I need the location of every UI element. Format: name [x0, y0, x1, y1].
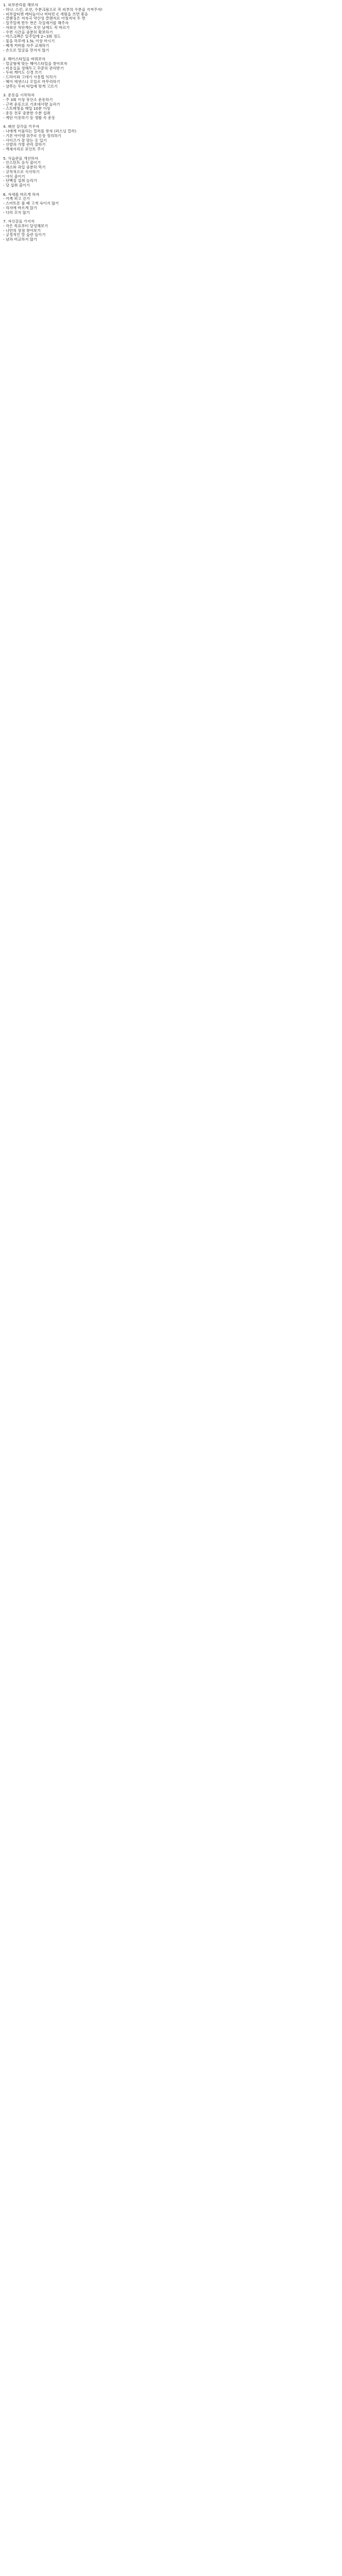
text-line: - 베개 커버를 자주 교체하기: [3, 43, 49, 48]
text-line: - 사이즈가 잘 맞는 옷 입기: [3, 138, 47, 143]
text-line: - 얼굴형에 맞는 헤어스타일을 찾아보자: [3, 61, 67, 66]
text-line: - 하나. 스킨, 로션, 수분크림으로 꼭 피부의 수분을 지켜주자!: [3, 7, 103, 12]
text-line: 1. 피부관리를 해보자: [3, 3, 38, 7]
text-line: [3, 188, 335, 193]
text-line: 7. 자신감을 가지자: [3, 219, 35, 224]
text-line: - 두피 케어도 신경 쓰기: [3, 71, 42, 75]
text-line: - 당 섭취 줄이기: [3, 183, 30, 188]
text-line: - 스트레칭을 매일 10분 이상: [3, 107, 50, 111]
text-line: [3, 53, 335, 57]
text-line: - 미용실을 정해두고 꾸준히 관리받기: [3, 66, 64, 71]
text-line: - 마스크팩은 일주일에 2~3회 정도: [3, 35, 61, 39]
text-line: - 자외선 차단제는 흐린 날에도 꼭 바르기: [3, 25, 70, 30]
text-line: - 주 3회 이상 유산소 운동하기: [3, 97, 53, 102]
text-line: - 나만의 장점 찾아보기: [3, 228, 41, 233]
text-line: [3, 152, 335, 157]
text-line: [3, 89, 335, 93]
document-body: [0, 0, 342, 242]
text-line: 2. 헤어스타일을 바꿔보자: [3, 57, 46, 61]
text-line: - 운동 전후 충분한 수분 섭취: [3, 111, 50, 115]
text-line: 3. 운동을 시작하자: [3, 93, 35, 97]
text-line: - 야식 줄이기: [3, 174, 25, 179]
text-line: - 의자에 바르게 앉기: [3, 206, 37, 210]
text-line: - 어깨 펴고 걷기: [3, 197, 30, 201]
text-line: - 헤어 에센스나 오일로 마무리하기: [3, 79, 60, 84]
text-line: - 손으로 얼굴을 만지지 않기: [3, 48, 49, 53]
text-line: - 기본 아이템 위주로 옷장 정리하기: [3, 133, 61, 138]
text-line: [3, 215, 335, 219]
text-line: - 다리 꼬지 않기: [3, 210, 30, 215]
text-line: 6. 자세를 바르게 하자: [3, 192, 40, 197]
text-line: - 긍정적인 말 습관 들이기: [3, 233, 46, 238]
text-line: - 신발과 가방 관리 잘하기: [3, 143, 46, 147]
text-line: - 인스턴트 음식 줄이기: [3, 161, 41, 165]
text-line: - 일주일에 한두 번은 각질제거를 해주자: [3, 21, 69, 25]
text-line: - 피부잡티엔 레티놀이나 비타민 C 세럼을 쓰면 좋음: [3, 12, 88, 16]
text-line: - 액세서리로 포인트 주기: [3, 147, 45, 151]
text-line: 4. 패션 감각을 키우자: [3, 125, 40, 129]
text-line: - 남과 비교하지 않기: [3, 238, 37, 242]
text-line: - 드라이와 고데기 사용법 익히기: [3, 75, 57, 79]
text-line: - 단백질 섭취 늘리기: [3, 179, 37, 183]
text-line: [3, 121, 335, 125]
text-line: - 나에게 어울리는 컬러를 찾자 (퍼스널 컬러): [3, 129, 77, 133]
text-line: 5. 식습관을 개선하자: [3, 156, 38, 161]
text-line: - 규칙적으로 식사하기: [3, 170, 40, 174]
text-line: - 작은 목표부터 달성해보기: [3, 224, 48, 228]
text-line: - 클렌징은 저자극 약산성 클렌저로 아침저녁 두 번: [3, 16, 86, 21]
text-line: - 스마트폰 볼 때 고개 숙이지 않기: [3, 201, 59, 206]
text-line: - 근력 운동으로 기초대사량 늘리기: [3, 102, 60, 107]
text-line: - 수면 시간을 충분히 확보하기: [3, 30, 53, 35]
text-line: - 채소와 과일 충분히 먹기: [3, 165, 46, 170]
text-line: - 계단 이용하기 등 생활 속 운동: [3, 115, 56, 120]
text-line: - 샴푸는 두피 타입에 맞게 고르기: [3, 84, 58, 89]
text-line: - 물을 하루에 1.5L 이상 마시기: [3, 39, 55, 43]
